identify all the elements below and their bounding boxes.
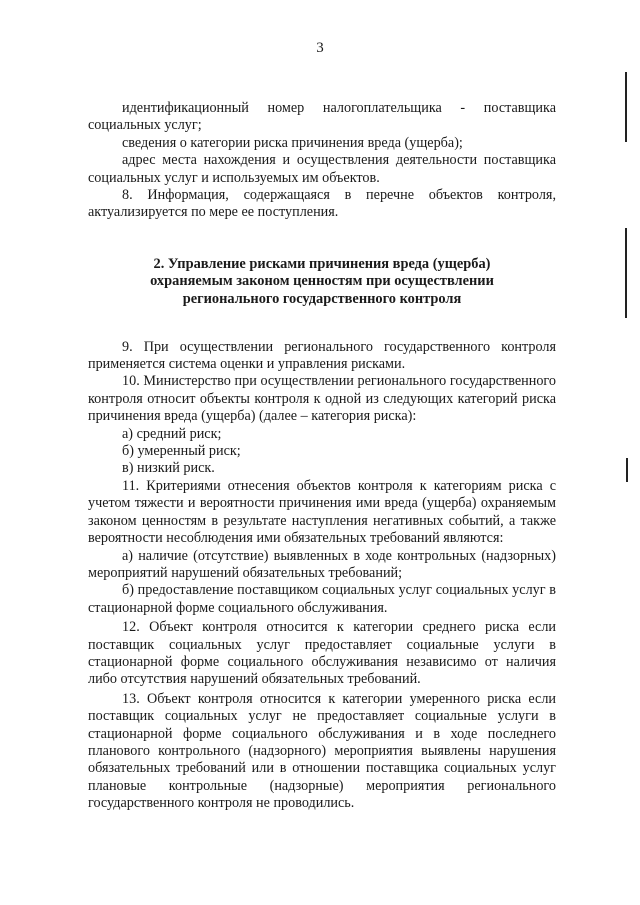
section-heading — [88, 256, 556, 309]
heading-line: регионального государственного контроля — [182, 291, 462, 308]
paragraph-address: адрес места нахождения и осуществления деятельности поставщика социальных услуг и используемых им объектов. — [88, 152, 556, 186]
paragraph-13: 13. Объект контроля относится к категории умеренного риска если поставщик социальных услуг не предоставляет социальные услуги в стационарной форме социального обслуживания и в ходе последнего планового контрольного (надзорного) мероприятия выявлены нарушения обязательных требований или в отношении поставщика социальных услуг плановые контрольные (надзорные) мероприятия регионального государственного контроля не проводились. — [88, 690, 556, 812]
heading-line: охраняемым законом ценностям при осуществлении — [150, 273, 494, 290]
heading-line: 2. Управление рисками причинения вреда (ущерба) — [153, 255, 491, 272]
list-item-violations: а) наличие (отсутствие) выявленных в ходе контрольных (надзорных) мероприятий нарушений обязательных требований; — [88, 547, 556, 581]
paragraph-taxpayer-id: идентификационный номер налогоплательщика - поставщика социальных услуг; — [88, 100, 556, 134]
scan-edge-line — [625, 228, 627, 318]
document-body — [88, 100, 556, 813]
paragraph-12: 12. Объект контроля относится к категории среднего риска если поставщик социальных услуг предоставляет социальные услуги в стационарной форме социального обслуживания независимо от наличия либо отсутствия нарушений обязательных требований. — [88, 619, 556, 688]
list-item-medium-risk: а) средний риск; — [122, 425, 222, 442]
list-item-low-risk: в) низкий риск. — [122, 460, 215, 477]
scan-edge-line — [625, 72, 627, 142]
paragraph-8: 8. Информация, содержащаяся в перечне объектов контроля, актуализируется по мере ее поступления. — [88, 187, 556, 221]
paragraph-11: 11. Критериями отнесения объектов контроля к категориям риска с учетом тяжести и вероятности причинения ими вреда (ущерба) охраняемым законом ценностям в результате наступления негативных событий, а также вероятности несоблюдения ими обязательных требований являются: — [88, 477, 556, 547]
paragraph-9: 9. При осуществлении регионального государственного контроля применяется система оценки и управления рисками. — [88, 338, 556, 373]
paragraph-risk-category-info: сведения о категории риска причинения вреда (ущерба); — [122, 134, 463, 151]
list-item-stationary-services: б) предоставление поставщиком социальных услуг социальных услуг в стационарной форме социального обслуживания. — [88, 582, 556, 616]
paragraph-10: 10. Министерство при осуществлении регионального государственного контроля относит объекты контроля к одной из следующих категорий риска причинения вреда (ущерба) (далее – категория риска): — [88, 373, 556, 425]
scan-edge-line — [626, 458, 628, 482]
page-number: 3 — [316, 40, 324, 56]
list-item-moderate-risk: б) умеренный риск; — [122, 443, 241, 460]
